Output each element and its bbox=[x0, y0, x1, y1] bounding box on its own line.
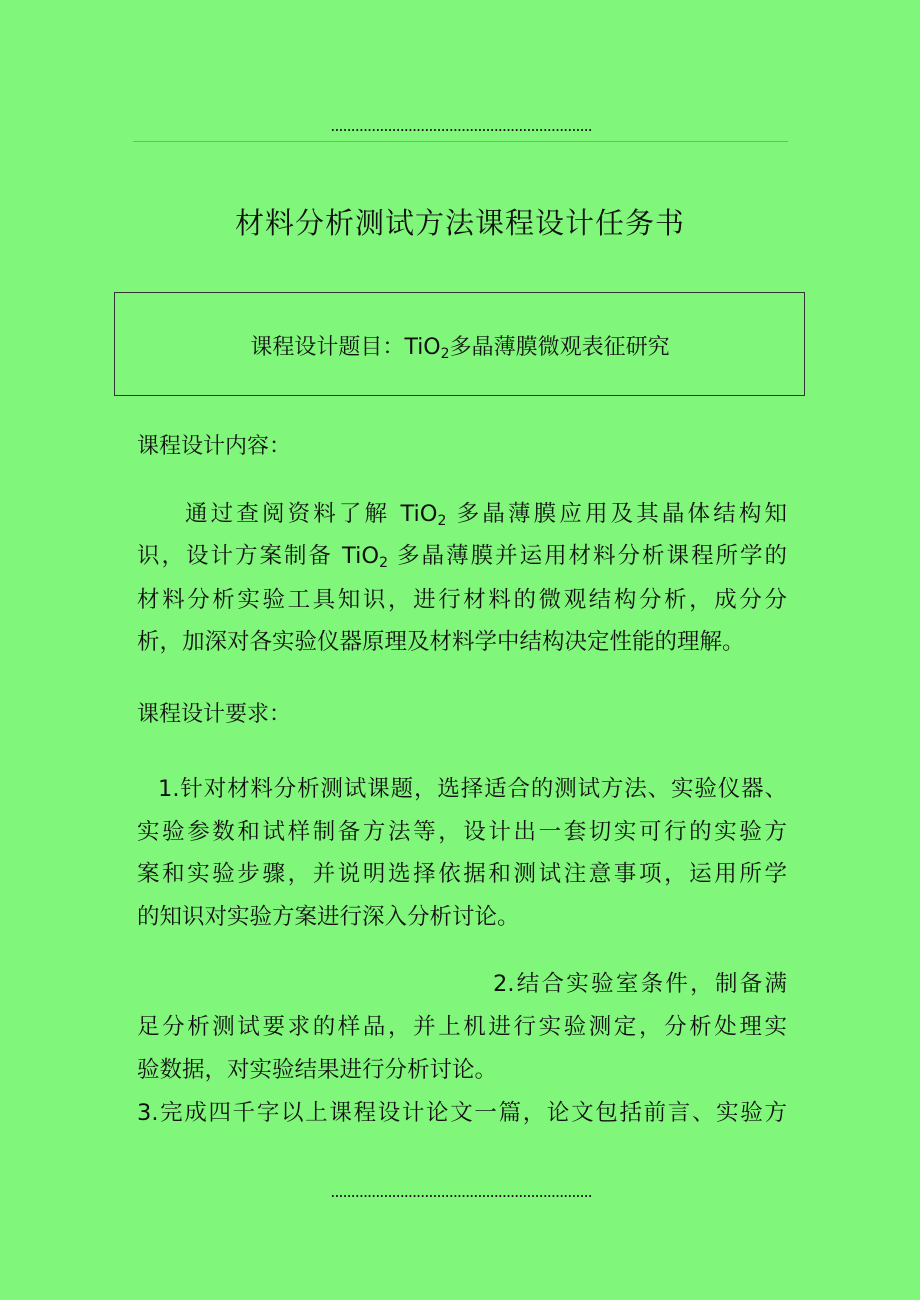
content-line-3: 材料分析实验工具知识，进行材料的微观结构分析，成分分 bbox=[137, 587, 787, 613]
document-title: 材料分析测试方法课程设计任务书 bbox=[234, 206, 685, 240]
topic-chem-subscript: 2 bbox=[440, 346, 450, 362]
topic-label: 课程设计题目： bbox=[250, 335, 405, 360]
header-rule bbox=[133, 141, 788, 142]
header-dots: ................................................................ bbox=[330, 116, 592, 135]
req1-line-2: 实验参数和试样制备方法等，设计出一套切实可行的实验方 bbox=[137, 819, 787, 845]
req2-line-2: 足分析测试要求的样品，并上机进行实验测定，分析处理实 bbox=[137, 1014, 787, 1040]
req2-line-3: 验数据，对实验结果进行分析讨论。 bbox=[137, 1057, 498, 1083]
topic-chem: TiO bbox=[404, 335, 441, 360]
req1-line-4: 的知识对实验方案进行深入分析讨论。 bbox=[137, 904, 520, 930]
content-line-4: 析，加深对各实验仪器原理及材料学中结构决定性能的理解。 bbox=[137, 629, 745, 655]
content-heading: 课程设计内容： bbox=[137, 434, 292, 459]
topic-rest: 多晶薄膜微观表征研究 bbox=[449, 335, 670, 360]
footer-dots: ................................................................ bbox=[330, 1182, 592, 1201]
req1-line-3: 案和实验步骤，并说明选择依据和测试注意事项，运用所学 bbox=[137, 861, 787, 887]
topic-line bbox=[0, 330, 920, 366]
content-line-2: 识，设计方案制备 TiO$_2$ 多晶薄膜并运用材料分析课程所学的 bbox=[137, 543, 787, 571]
req1-line-1: 1.针对材料分析测试课题，选择适合的测试方法、实验仪器、 bbox=[158, 776, 787, 802]
req3-line-1: 3.完成四千字以上课程设计论文一篇，论文包括前言、实验方 bbox=[137, 1100, 787, 1126]
req2-line-1: 2.结合实验室条件，制备满 bbox=[493, 971, 787, 997]
requirements-heading: 课程设计要求： bbox=[137, 702, 292, 727]
content-line-1: 通过查阅资料了解 TiO$_2$ 多晶薄膜应用及其晶体结构知 bbox=[185, 501, 787, 529]
